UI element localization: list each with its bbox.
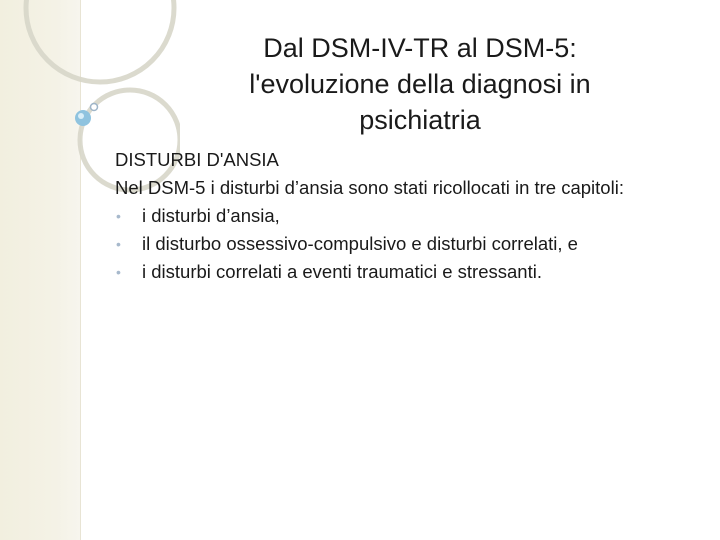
bullet-text: il disturbo ossessivo-compulsivo e disturbi correlati, e [142, 233, 578, 254]
bullet-text: i disturbi correlati a eventi traumatici e stressanti. [142, 261, 542, 282]
bullet-item [115, 230, 675, 258]
tiny-ring [91, 104, 98, 111]
bullet-list [115, 202, 675, 286]
title-line-1: Dal DSM-IV-TR al DSM-5: [263, 33, 577, 63]
title-line-2: l'evoluzione della diagnosi in [249, 69, 591, 99]
bullet-item [115, 202, 675, 230]
section-heading: DISTURBI D'ANSIA [115, 149, 279, 170]
bullet-icon: • [116, 236, 121, 252]
bullet-icon: • [116, 208, 121, 224]
slide-body [115, 146, 675, 286]
intro-paragraph: Nel DSM-5 i disturbi d’ansia sono stati ricollocati in tre capitoli: [115, 177, 624, 198]
bullet-icon: • [116, 264, 121, 280]
bullet-item [115, 258, 675, 286]
title-line-3: psichiatria [359, 105, 481, 135]
side-strip [0, 0, 81, 540]
bullet-text: i disturbi d’ansia, [142, 205, 280, 226]
slide-title [160, 30, 680, 138]
